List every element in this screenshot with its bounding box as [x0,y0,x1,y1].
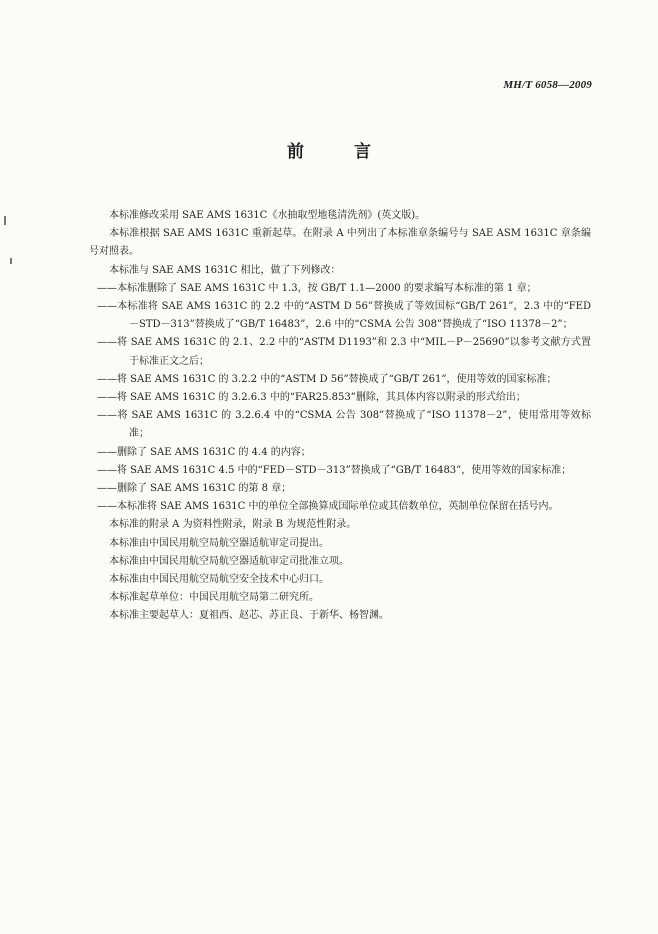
scan-edge-mark [4,216,6,225]
paragraph: 本标准由中国民用航空局航空器适航审定司提出。 [109,537,329,549]
change-item: ——删除了 SAE AMS 1631C 的 4.4 的内容； [97,446,311,458]
change-item: ——将 SAE AMS 1631C 的 3.2.2 中的“ASTM D 56”替换成了“GB/T 261”，使用等效的国家标准； [97,373,557,385]
change-item: ——本标准将 SAE AMS 1631C 的 2.2 中的“ASTM D 56”替换成了等效国标“GB/T 261”，2.3 中的“FED－STD－313”替换成了“GB/T 16483”，2.6 中的“CSMA 公告 308”替换成了“ISO 11378－2”； [97,301,591,331]
paragraph: 本标准根据 SAE AMS 1631C 重新起草。在附录 A 中列出了本标准章条编号与 SAE ASM 1631C 章条编号对照表。 [89,228,591,258]
foreword-body [89,207,591,626]
paragraph: 本标准与 SAE AMS 1631C 相比，做了下列修改： [109,264,341,276]
page-title: 前 言 [287,142,393,162]
change-item: ——本标准将 SAE AMS 1631C 中的单位全部换算成国际单位或其倍数单位，英制单位保留在括号内。 [97,501,559,513]
change-item: ——将 SAE AMS 1631C 4.5 中的“FED－STD－313”替换成了“GB/T 16483”，使用等效的国家标准； [97,464,572,476]
paragraph: 本标准由中国民用航空局航空器适航审定司批准立项。 [109,555,349,567]
document-code: MH/T 6058—2009 [503,79,592,91]
paragraph: 本标准的附录 A 为资料性附录，附录 B 为规范性附录。 [109,519,357,531]
change-item: ——将 SAE AMS 1631C 的 2.1、2.2 中的“ASTM D1193”和 2.3 中“MIL－P－25690”以参考文献方式置于标准正文之后； [97,337,591,367]
paragraph: 本标准由中国民用航空局航空安全技术中心归口。 [109,574,329,586]
change-item: ——将 SAE AMS 1631C 的 3.2.6.3 中的“FAR25.853”删除，其具体内容以附录的形式给出； [97,392,526,404]
paragraph: 本标准修改采用 SAE AMS 1631C《水抽取型地毯清洗剂》(英文版)。 [109,210,426,221]
paragraph: 本标准主要起草人：夏祖西、赵芯、苏正良、于新华、杨智渊。 [109,610,389,622]
scan-edge-mark [10,258,12,264]
paragraph: 本标准起草单位：中国民用航空局第二研究所。 [109,592,319,604]
change-item: ——本标准删除了 SAE AMS 1631C 中 1.3，按 GB/T 1.1—2000 的要求编写本标准的第 1 章； [97,282,537,294]
change-item: ——将 SAE AMS 1631C 的 3.2.6.4 中的“CSMA 公告 308”替换成了“ISO 11378－2”，使用常用等效标准； [97,410,591,440]
change-item: ——删除了 SAE AMS 1631C 的第 8 章； [97,483,292,495]
